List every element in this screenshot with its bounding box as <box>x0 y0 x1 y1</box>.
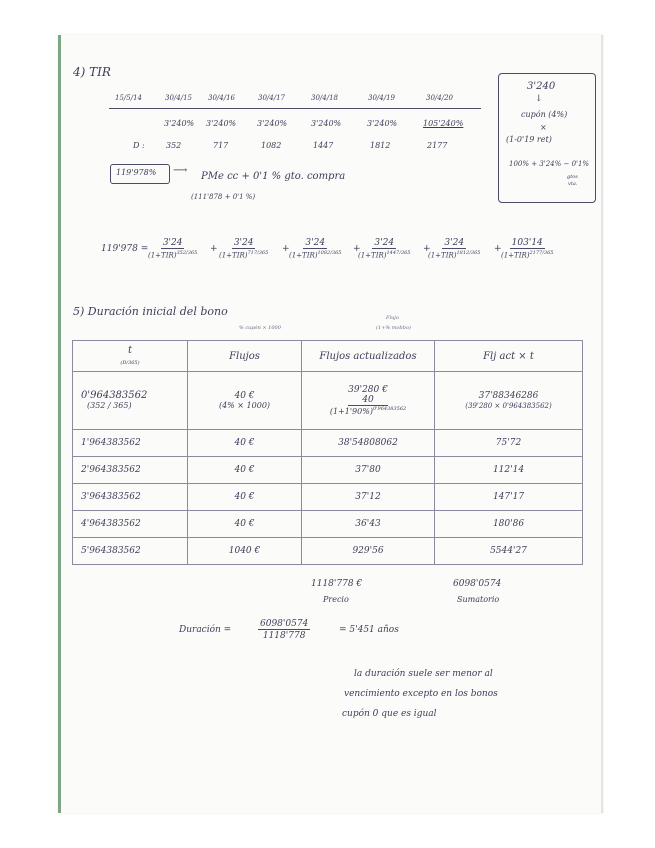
table-row: 4'964383562 40 € 36'43 180'86 <box>73 511 583 538</box>
eq-plus-5: + <box>494 244 502 254</box>
eq-term-2: 3'24 $(1+TIR)^{717/365}$ <box>219 238 269 260</box>
flow-2: 3'240% <box>206 119 237 128</box>
sub-note: (111'878 + 0'1 %) <box>191 193 256 201</box>
table-row: 2'964383562 40 € 37'80 112'14 <box>73 457 583 484</box>
sumatorio-label: Sumatorio <box>457 595 500 604</box>
flow-3: 3'240% <box>257 119 288 128</box>
eq-term-6: 103'14 $(1+TIR)^{2177/365}$ <box>501 238 554 260</box>
notebook-page <box>58 35 603 813</box>
eq-plus-1: + <box>210 244 218 254</box>
date-7: 30/4/20 <box>426 94 453 102</box>
header-actualizados: Flujos actualizados <box>302 341 435 372</box>
days-1: 352 <box>166 141 182 150</box>
date-5: 30/4/18 <box>311 94 338 102</box>
header-t-sub: (D/365) <box>120 360 140 366</box>
flow-4: 3'240% <box>311 119 342 128</box>
duration-label: Duración = <box>179 625 232 635</box>
eq-term-4: 3'24 $(1+TIR)^{1447/365}$ <box>358 238 411 260</box>
eq-term-5: 3'24 $(1+TIR)^{1812/365}$ <box>428 238 481 260</box>
boxed-price: 119'978% <box>116 168 157 177</box>
cell-actualizado: 39'280 € 40 $(1+1'90\%)^{0'964383562}$ <box>302 372 435 430</box>
note-actual-1: Flujo <box>386 315 399 321</box>
equation-lhs: 119'978 = <box>101 244 149 254</box>
eq-term-1: 3'24 $(1+TIR)^{352/365}$ <box>148 238 198 260</box>
table-row: 5'964383562 1040 € 929'56 5544'27 <box>73 538 583 565</box>
days-3: 1082 <box>261 141 282 150</box>
header-t: t (D/365) <box>73 341 188 372</box>
conclusion-line-1: la duración suele ser menor al <box>354 669 493 679</box>
conclusion-line-2: vencimiento excepto en los bonos <box>344 689 498 699</box>
table-row: 1'964383562 40 € 38'54808062 75'72 <box>73 430 583 457</box>
date-2: 30/4/15 <box>165 94 192 102</box>
table-header-row <box>73 341 583 372</box>
side-line-4: (1-0'19 ret) <box>506 135 552 144</box>
section-4-title: 4) TIR <box>73 65 111 79</box>
date-3: 30/4/16 <box>208 94 235 102</box>
sumatorio-value: 6098'0574 <box>453 579 502 589</box>
side-line-1: 3'240 <box>527 81 556 92</box>
arrow-note: PMe cc + 0'1 % gto. compra <box>201 171 346 182</box>
precio-value: 1118'778 € <box>311 579 363 589</box>
header-flujos: Flujos <box>188 341 302 372</box>
note-actual-2: (1+% mobbo) <box>376 325 411 331</box>
side-line-3: × <box>540 123 547 132</box>
flow-5: 3'240% <box>367 119 398 128</box>
days-6: 2177 <box>427 141 448 150</box>
side-arrow-icon: ↓ <box>535 94 543 104</box>
side-line-6: gtos <box>567 174 578 180</box>
date-1: 15/5/14 <box>115 94 142 102</box>
side-line-5: 100% + 3'24% − 0'1% <box>509 160 590 168</box>
cell-producto: 37'88346286 (39'280 × 0'964383562) <box>435 372 583 430</box>
cell-t: 0'964383562 (352 / 365) <box>73 372 188 430</box>
side-line-2: cupón (4%) <box>521 110 568 119</box>
days-4: 1447 <box>313 141 334 150</box>
duration-table <box>72 340 583 565</box>
eq-plus-3: + <box>353 244 361 254</box>
cell-flujo: 40 € (4% × 1000) <box>188 372 302 430</box>
duration-result: = 5'451 años <box>339 625 399 635</box>
eq-plus-2: + <box>282 244 290 254</box>
flow-1: 3'240% <box>164 119 195 128</box>
date-4: 30/4/17 <box>258 94 285 102</box>
table-row: 3'964383562 40 € 37'12 147'17 <box>73 484 583 511</box>
header-producto: Flj act × t <box>435 341 583 372</box>
date-6: 30/4/19 <box>368 94 395 102</box>
table-row <box>73 372 583 430</box>
note-flujos: % cupón × 1000 <box>239 325 281 331</box>
d-label: D : <box>133 141 145 150</box>
timeline <box>109 108 481 109</box>
precio-label: Precio <box>323 595 349 604</box>
flow-6: 105'240% <box>423 119 464 128</box>
side-line-7: vta. <box>568 181 578 187</box>
eq-plus-4: + <box>423 244 431 254</box>
arrow-icon: ⟶ <box>173 165 188 176</box>
duration-fraction: $\frac{6098'0574}{1118'778}$ <box>260 619 309 641</box>
days-2: 717 <box>213 141 229 150</box>
days-5: 1812 <box>370 141 391 150</box>
eq-term-3: 3'24 $(1+TIR)^{1082/365}$ <box>289 238 342 260</box>
conclusion-line-3: cupón 0 que es igual <box>342 709 437 719</box>
section-5-title: 5) Duración inicial del bono <box>73 305 228 318</box>
